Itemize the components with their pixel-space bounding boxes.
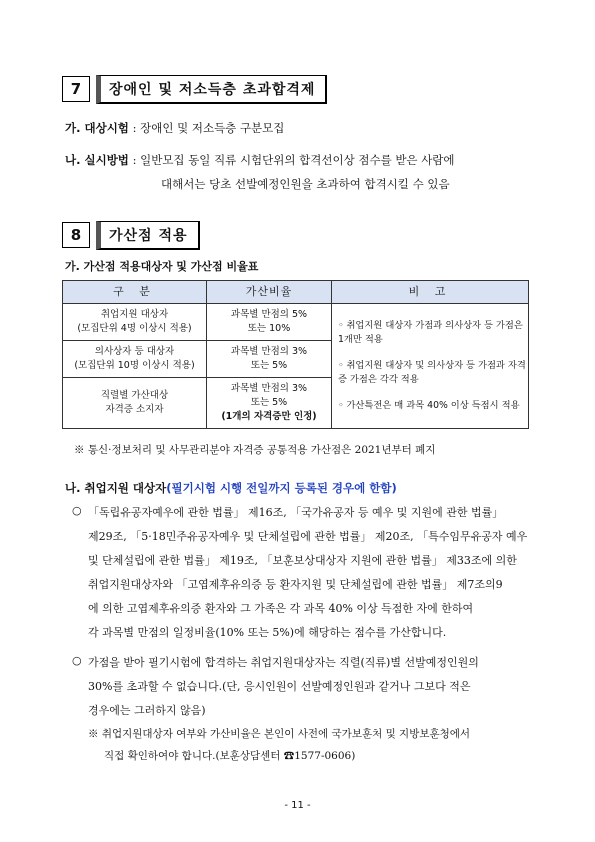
row2-category (63, 341, 207, 378)
row2-rate-main: 과목별 만점의 3% (230, 346, 308, 357)
p1-line-1: 「독립유공자예우에 관한 법률」 제16조, 「국가유공자 등 예우 및 지원에 관한 법률」 (88, 506, 504, 519)
remark-1: ◦ 취업지원 대상자 가점과 의사상자 등 가점은 1개만 적용 (338, 320, 523, 345)
remark-2: ◦ 취업지원 대상자 및 의사상자 등 가점과 자격증 가점은 각각 적용 (338, 360, 526, 385)
row2-category-main: 의사상자 등 대상자 (94, 346, 175, 357)
sec7-a-label: 가. 대상시험 (65, 121, 129, 135)
sec8-b-highlight: (필기시험 시행 전일까지 등록된 경우에 한함) (166, 481, 397, 495)
row3-rate (207, 378, 332, 429)
section-7-number: 7 (62, 76, 90, 102)
header-rate: 가산비율 (207, 281, 332, 304)
section-7-title: 장애인 및 저소득층 초과합격제 (96, 75, 327, 104)
p2-line-2: 30%를 초과할 수 없습니다.(단, 응시인원이 선발예정인원과 같거나 그보다 적은 (88, 680, 471, 693)
table-header-row (63, 281, 529, 304)
sec8-b-label: 나. 취업지원 대상자 (65, 481, 167, 495)
p2-line-3: 경우에는 그러하지 않음) (88, 704, 206, 717)
sec7-target-exam (65, 120, 284, 136)
row1-category-main: 취업지원 대상자 (100, 309, 169, 320)
section-8-header (62, 220, 200, 250)
p1-line-2: 제29조, 「5·18민주유공자예우 및 단체설립에 관한 법률」 제20조, 「특수임무유공자 예우 (88, 530, 528, 543)
row3-rate-note: (1개의 자격증만 인정) (221, 411, 317, 422)
remark-3: ◦ 가산특전은 매 과목 40% 이상 득점시 적용 (338, 400, 520, 411)
section-8-title: 가산점 적용 (96, 221, 200, 250)
row2-rate-sub: 또는 5% (250, 360, 288, 371)
row3-rate-main: 과목별 만점의 3% (230, 383, 308, 394)
section-8-number: 8 (62, 222, 90, 248)
sec7-method (65, 152, 455, 168)
bullet-circle-2: ○ (72, 654, 82, 667)
bonus-points-table (62, 280, 529, 429)
remarks-cell (332, 304, 529, 429)
bullet-circle-1: ○ (72, 504, 82, 517)
header-category: 구 분 (63, 281, 207, 304)
row3-rate-sub: 또는 5% (250, 397, 288, 408)
row2-category-sub: (모집단위 10명 이상시 적용) (74, 360, 195, 371)
row1-category-sub: (모집단위 4명 이상시 적용) (77, 323, 192, 334)
sec8-footnote: ※ 통신·정보처리 및 사무관리분야 자격증 공통적용 가산점은 2021년부터 폐지 (74, 444, 436, 456)
section-7-header (62, 74, 327, 104)
table-row (63, 304, 529, 341)
p1-line-3: 및 단체설립에 관한 법률」 제19조, 「보훈보상대상자 지원에 관한 법률」 제33조에 의한 (88, 554, 517, 567)
row1-rate (207, 304, 332, 341)
sec7-b-label: 나. 실시방법 (65, 153, 129, 167)
page-number: - 11 - (284, 800, 311, 811)
row3-category (63, 378, 207, 429)
row1-rate-sub: 또는 10% (247, 323, 291, 334)
sec8-table-title: 가. 가산점 적용대상자 및 가산점 비율표 (65, 260, 259, 273)
row2-rate (207, 341, 332, 378)
sec8-b-heading (65, 480, 397, 496)
p1-line-6: 각 과목별 만점의 일정비율(10% 또는 5%)에 해당하는 점수를 가산합니다. (88, 626, 447, 639)
row3-category-sub: 자격증 소지자 (105, 404, 164, 415)
p1-line-4: 취업지원대상자와 「고엽제후유의증 등 환자지원 및 단체설립에 관한 법률」 제7조의9 (88, 578, 503, 591)
sec7-b-text2: 대해서는 당초 선발예정인원을 초과하여 합격시킬 수 있음 (161, 177, 450, 191)
sec7-b-text1: : 일반모집 동일 직류 시험단위의 합격선이상 점수를 받은 사람에 (128, 153, 455, 167)
row1-category (63, 304, 207, 341)
header-remarks: 비 고 (332, 281, 529, 304)
p1-line-5: 에 의한 고엽제후유의증 환자와 그 가족은 각 과목 40% 이상 득점한 자에 한하여 (88, 602, 474, 615)
row3-category-main: 직렬별 가산대상 (100, 390, 169, 401)
sec7-a-text: : 장애인 및 저소득층 구분모집 (128, 121, 285, 135)
p3-line-2: 직접 확인하여야 합니다.(보훈상담센터 ☎1577-0606) (104, 750, 356, 762)
p2-line-1: 가점을 받아 필기시험에 합격하는 취업지원대상자는 직렬(직류)별 선발예정인원의 (88, 656, 479, 669)
row1-rate-main: 과목별 만점의 5% (230, 309, 308, 320)
p3-line-1: ※ 취업지원대상자 여부와 가산비율은 본인이 사전에 국가보훈처 및 지방보훈청에서 (88, 728, 471, 740)
